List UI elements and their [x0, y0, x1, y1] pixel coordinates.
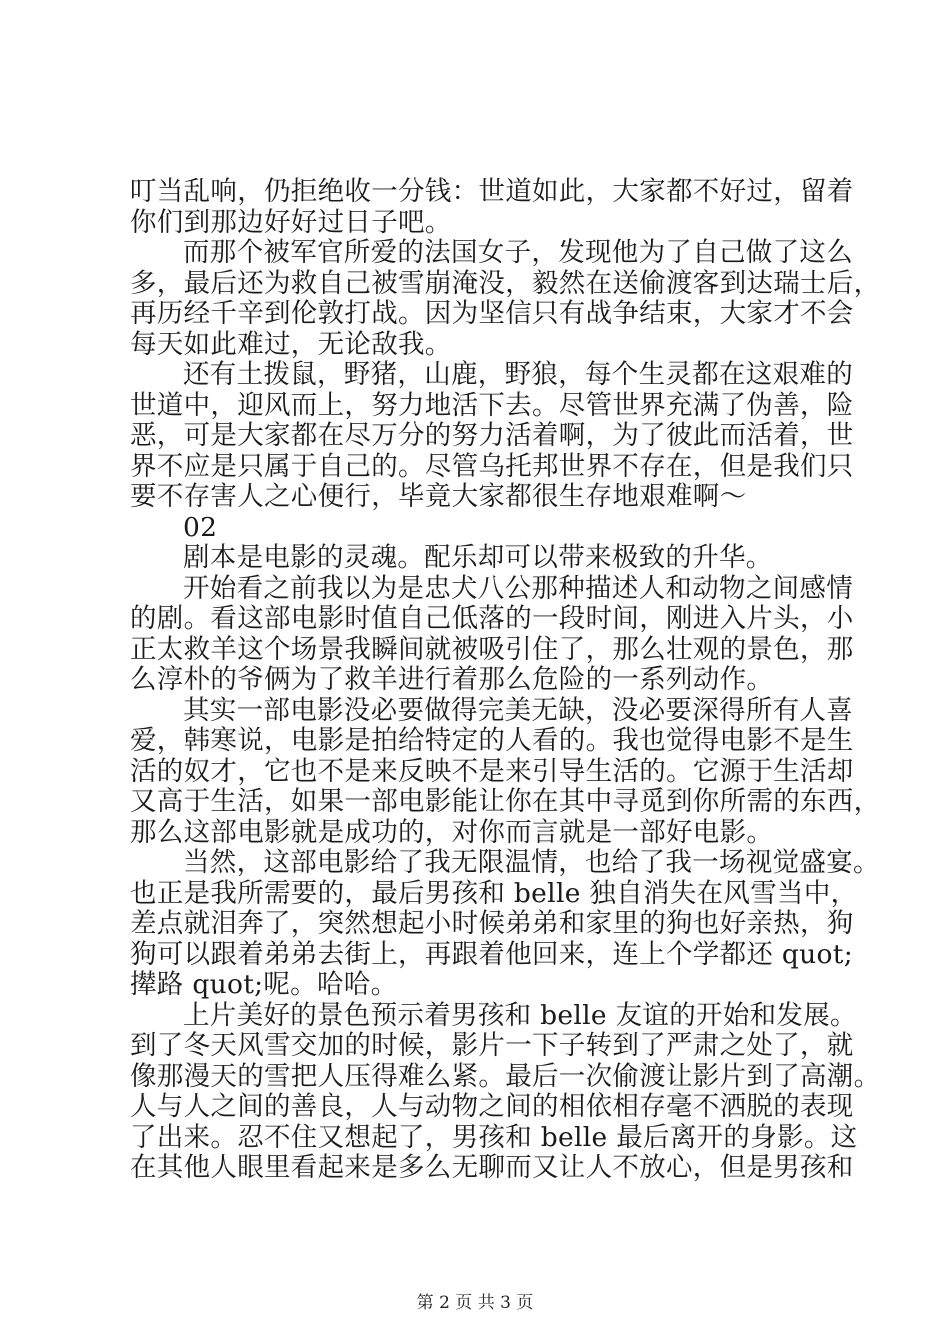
text-line: 界不应是只属于自己的。尽管乌托邦世界不存在，但是我们只 [130, 450, 854, 482]
text-line: 的剧。看这部电影时值自己低落的一段时间，刚进入片头，小 [130, 603, 854, 634]
text-line: 活的奴才，它也不是来反映不是来引导生活的。它源于生活却 [130, 755, 854, 787]
text-line: 02 [183, 511, 218, 543]
text-line: 撵路 quot;呢。哈哈。 [130, 969, 398, 1000]
text-line: 在其他人眼里看起来是多么无聊而又让人不放心，但是男孩和 [130, 1152, 854, 1183]
text-line: 当然，这部电影给了我无限温情，也给了我一场视觉盛宴。 [183, 847, 880, 878]
text-line: 了出来。忍不住又想起了，男孩和 belle 最后离开的身影。这 [130, 1121, 858, 1153]
text-line: 那么这部电影就是成功的，对你而言就是一部好电影。 [130, 816, 774, 848]
text-line: 世道中，迎风而上，努力地活下去。尽管世界充满了伪善，险 [130, 389, 854, 421]
text-line: 也正是我所需要的，最后男孩和 belle 独自消失在风雪当中， [130, 877, 858, 909]
text-line: 其实一部电影没必要做得完美无缺，没必要深得所有人喜 [183, 694, 853, 726]
text-line: 开始看之前我以为是忠犬八公那种描述人和动物之间感情 [183, 572, 853, 604]
text-line: 人与人之间的善良，人与动物之间的相依相存毫不洒脱的表现 [130, 1091, 854, 1122]
text-line: 爱，韩寒说，电影是拍给特定的人看的。我也觉得电影不是生 [130, 725, 854, 756]
text-line: 恶，可是大家都在尽万分的努力活着啊，为了彼此而活着，世 [130, 420, 854, 451]
text-line: 要不存害人之心便行，毕竟大家都很生存地艰难啊～ [130, 481, 747, 512]
text-line: 还有土拨鼠，野猪，山鹿，野狼，每个生灵都在这艰难的 [183, 359, 853, 390]
text-line: 再历经千辛到伦敦打战。因为坚信只有战争结束，大家才不会 [130, 298, 854, 329]
text-line: 叮当乱响，仍拒绝收一分钱：世道如此，大家都不好过，留着 [130, 176, 854, 207]
text-line: 正太救羊这个场景我瞬间就被吸引住了，那么壮观的景色，那 [130, 633, 854, 665]
text-line: 每天如此难过，无论敌我。 [130, 328, 452, 360]
text-line: 到了冬天风雪交加的时候，影片一下子转到了严肃之处了，就 [130, 1030, 854, 1061]
body-text [130, 176, 881, 1184]
text-line: 上片美好的景色预示着男孩和 belle 友谊的开始和发展。 [183, 999, 857, 1031]
text-line: 狗可以跟着弟弟去街上，再跟着他回来，连上个学都还 quot; [130, 938, 853, 970]
text-line: 而那个被军官所爱的法国女子，发现他为了自己做了这么 [183, 237, 853, 268]
text-line: 多，最后还为救自己被雪崩淹没，毅然在送偷渡客到达瑞士后， [130, 267, 881, 299]
text-line: 剧本是电影的灵魂。配乐却可以带来极致的升华。 [183, 542, 773, 573]
text-line: 像那漫天的雪把人压得难么紧。最后一次偷渡让影片到了高潮。 [130, 1060, 881, 1092]
text-line: 又高于生活，如果一部电影能让你在其中寻觅到你所需的东西， [130, 786, 881, 817]
text-line: 差点就泪奔了，突然想起小时候弟弟和家里的狗也好亲热，狗 [130, 908, 854, 939]
page-footer: 第 2 页 共 3 页 [416, 1293, 534, 1313]
text-line: 你们到那边好好过日子吧。 [130, 206, 452, 238]
text-line: 么淳朴的爷俩为了救羊进行着那么危险的一系列动作。 [130, 664, 774, 695]
